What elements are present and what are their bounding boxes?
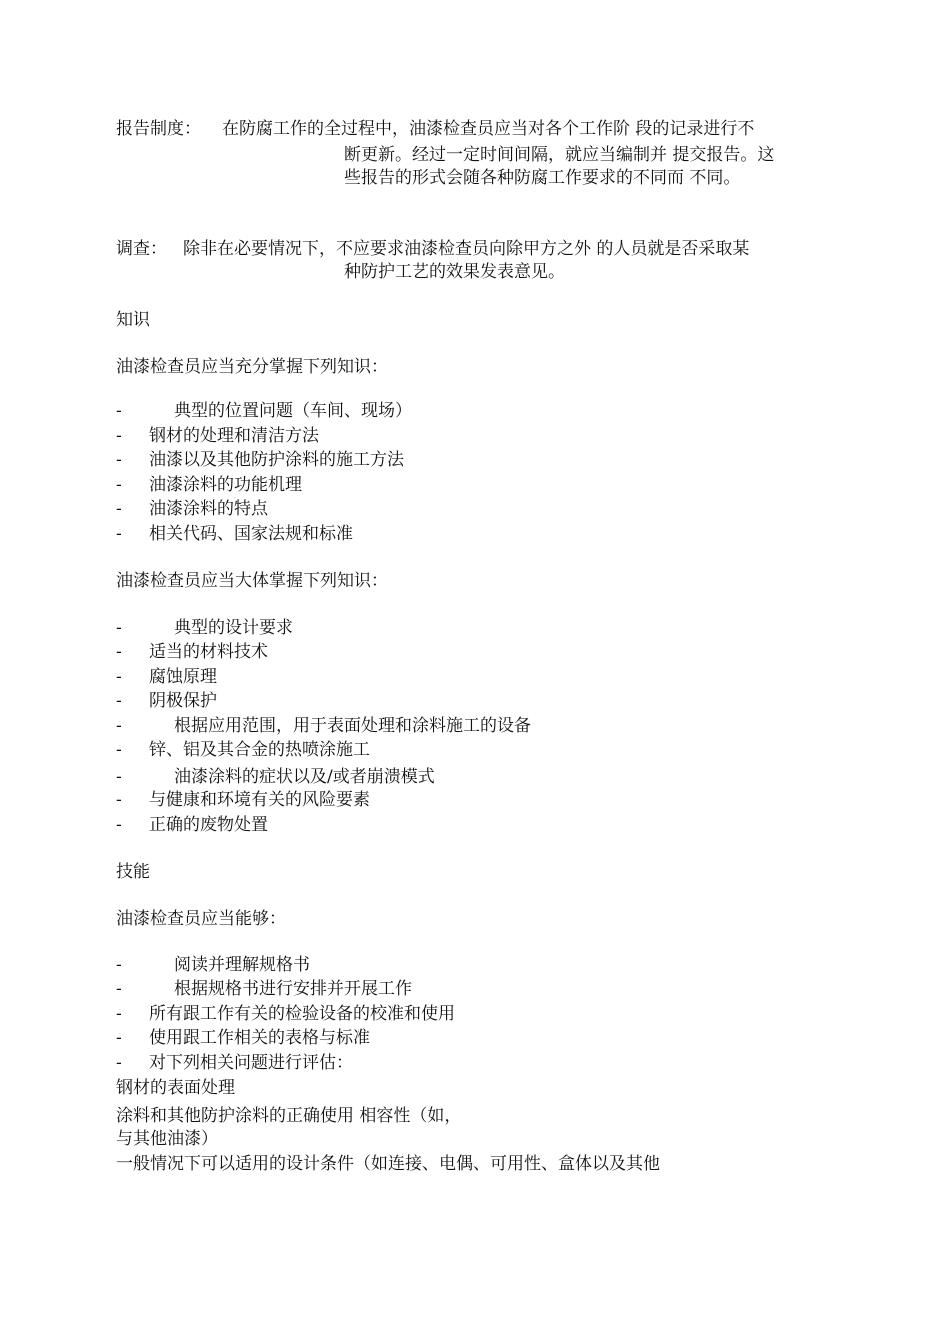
- list-item: 锌、铝及其合金的热喷涂施工: [149, 740, 370, 760]
- list-item: 钢材的处理和清洁方法: [149, 426, 319, 446]
- list-item: 使用跟工作相关的表格与标准: [149, 1028, 370, 1048]
- list-item: 油漆涂料的功能机理: [149, 475, 302, 495]
- list-bullet: -: [116, 767, 122, 787]
- list-bullet: -: [116, 401, 122, 421]
- list-item: 油漆涂料的特点: [149, 499, 268, 519]
- knowledge-heading: 知识: [116, 310, 150, 330]
- list-bullet: -: [116, 524, 122, 544]
- skills-sub-item: 一般情况下可以适用的设计条件（如连接、电偶、可用性、盒体以及其他: [116, 1154, 660, 1174]
- list-item: 油漆涂料的症状以及/或者崩溃模式: [174, 767, 435, 787]
- list-item: 典型的位置问题（车间、现场）: [174, 401, 412, 421]
- list-item: 根据应用范围，用于表面处理和涂料施工的设备: [174, 716, 531, 736]
- survey-text-line-1: 除非在必要情况下，不应要求油漆检查员向除甲方之外 的人员就是否采取某: [183, 239, 750, 259]
- list-bullet: -: [116, 790, 122, 810]
- list-bullet: -: [116, 815, 122, 835]
- list-item: 与健康和环境有关的风险要素: [149, 790, 370, 810]
- list-bullet: -: [116, 1028, 122, 1048]
- skills-heading: 技能: [116, 862, 150, 882]
- list-bullet: -: [116, 1004, 122, 1024]
- list-item: 腐蚀原理: [149, 667, 217, 687]
- list-bullet: -: [116, 618, 122, 638]
- list-bullet: -: [116, 979, 122, 999]
- report-text-line-2: 断更新。经过一定时间间隔，就应当编制并 提交报告。这: [344, 145, 775, 165]
- list-item: 根据规格书进行安排并开展工作: [174, 979, 412, 999]
- list-bullet: -: [116, 642, 122, 662]
- list-bullet: -: [116, 475, 122, 495]
- list-item: 阅读并理解规格书: [174, 955, 310, 975]
- knowledge-general-intro: 油漆检查员应当大体掌握下列知识：: [116, 571, 388, 591]
- survey-label: 调查：: [116, 239, 167, 259]
- list-bullet: -: [116, 955, 122, 975]
- skills-sub-item: 钢材的表面处理: [116, 1078, 235, 1098]
- list-bullet: -: [116, 716, 122, 736]
- skills-sub-item-continued: 与其他油漆）: [116, 1129, 218, 1149]
- list-item: 相关代码、国家法规和标准: [149, 524, 353, 544]
- list-bullet: -: [116, 426, 122, 446]
- list-item: 油漆以及其他防护涂料的施工方法: [149, 450, 404, 470]
- list-bullet: -: [116, 450, 122, 470]
- knowledge-full-intro: 油漆检查员应当充分掌握下列知识：: [116, 357, 388, 377]
- list-item: 所有跟工作有关的检验设备的校准和使用: [149, 1004, 455, 1024]
- survey-text-line-2: 种防护工艺的效果发表意见。: [344, 262, 565, 282]
- report-text-line-3: 些报告的形式会随各种防腐工作要求的不同而 不同。: [344, 168, 741, 188]
- list-item: 对下列相关问题进行评估：: [149, 1053, 353, 1073]
- list-bullet: -: [116, 1053, 122, 1073]
- skills-sub-item: 涂料和其他防护涂料的正确使用 相容性（如，: [116, 1106, 462, 1126]
- list-item: 典型的设计要求: [174, 618, 293, 638]
- list-bullet: -: [116, 740, 122, 760]
- list-item: 阴极保护: [149, 691, 217, 711]
- list-item: 正确的废物处置: [149, 815, 268, 835]
- list-bullet: -: [116, 667, 122, 687]
- skills-intro: 油漆检查员应当能够：: [116, 909, 286, 929]
- list-bullet: -: [116, 691, 122, 711]
- list-item: 适当的材料技术: [149, 642, 268, 662]
- report-text-line-1: 在防腐工作的全过程中，油漆检查员应当对各个工作阶 段的记录进行不: [222, 119, 755, 139]
- list-bullet: -: [116, 499, 122, 519]
- report-label: 报告制度：: [116, 119, 201, 139]
